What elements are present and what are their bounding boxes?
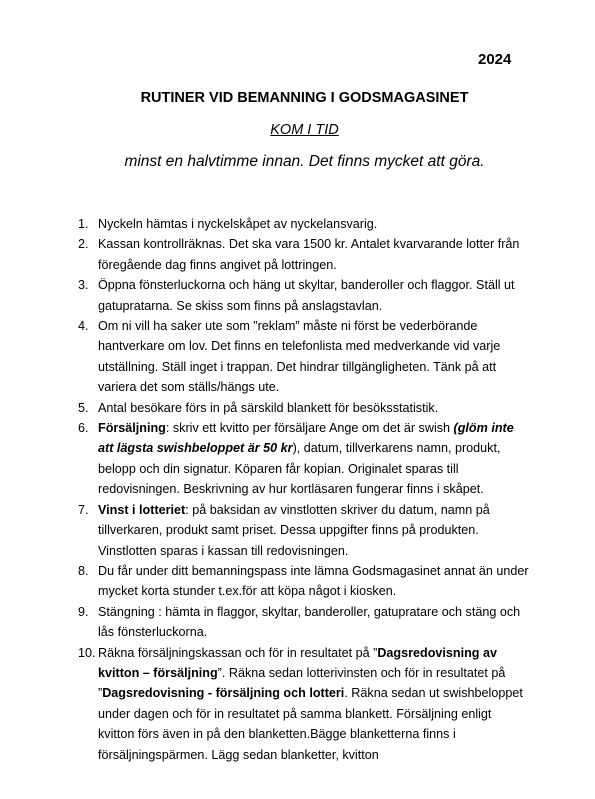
document-title: RUTINER VID BEMANNING I GODSMAGASINET	[140, 90, 469, 106]
rule-item-1	[78, 214, 530, 234]
rule-item-6	[78, 418, 530, 500]
document-tagline: minst en halvtimme innan. Det finns mycket att göra.	[124, 153, 485, 170]
rule-text: Om ni vill ha saker ute som ”reklam” måste ni först be vederbörande hantverkare om lov. Det finns en telefonlista med medverkande vid varje utställning. Ställ inget i trappan. Det hindrar tillgängligheten. Tänk på att variera det som ställs/hängs ute.	[98, 319, 501, 395]
rules-list	[78, 214, 530, 765]
rule-number: 9.	[78, 604, 89, 619]
rule-number: 4.	[78, 319, 89, 334]
rule-number: 10.	[78, 645, 96, 660]
rule-emphasis: (glöm inte att lägsta swishbeloppet är 50 kr	[98, 421, 514, 456]
rule-text: Stängning : hämta in flaggor, skyltar, banderoller, gatupratare och stäng och lås fönsterluckorna.	[98, 604, 521, 640]
rule-text: : på baksidan av vinstlotten skriver du datum, namn på tillverkaren, produkt samt priset. Dessa uppgifter finns på produkten. Vinstlotten sparas i kassan till redovisningen.	[98, 502, 490, 558]
form-name-kvitton: Dagsredovisning av kvitton – försäljning	[98, 645, 497, 680]
rule-item-10	[78, 643, 530, 765]
rule-text: Öppna fönsterluckorna och häng ut skyltar, banderoller och flaggor. Ställ ut gatupratarna. Se skiss som finns på anslagstavlan.	[98, 278, 515, 313]
document-subtitle: KOM I TID	[270, 122, 339, 138]
rule-text: Nyckeln hämtas i nyckelskåpet av nyckelansvarig.	[98, 217, 378, 231]
rule-number: 7.	[78, 502, 89, 517]
rule-number: 2.	[78, 237, 89, 252]
form-name-lotteri: Dagsredovisning - försäljning och lotteri	[102, 686, 345, 701]
rule-text: Du får under ditt bemanningspass inte lämna Godsmagasinet annat än under mycket korta stunder t.ex.för att köpa något i kiosken.	[98, 563, 529, 599]
rule-item-8	[78, 561, 530, 602]
rule-item-2	[78, 234, 530, 275]
rule-text: Kassan kontrollräknas. Det ska vara 1500 kr. Antalet kvarvarande lotter från föregående dag finns angivet på lottringen.	[98, 237, 520, 272]
rule-number: 8.	[78, 563, 89, 578]
rule-number: 3.	[78, 278, 89, 293]
rule-item-4	[78, 316, 530, 398]
rule-item-9	[78, 602, 530, 643]
rule-number: 1.	[78, 217, 89, 231]
rule-number: 6.	[78, 421, 89, 436]
document-year: 2024	[478, 51, 512, 68]
rule-text: Räkna försäljningskassan och för in resultatet på ”	[98, 645, 378, 660]
rule-heading-vinst: Vinst i lotteriet	[98, 502, 186, 517]
rule-item-7	[78, 500, 530, 561]
rule-heading-forsaljning: Försäljning	[98, 421, 166, 436]
rule-text: ”. Räkna sedan lotterivinsten och för in resultatet på ”	[98, 665, 506, 701]
rule-text: ), datum, tillverkarens namn, produkt, belopp och din signatur. Köparen får kopian. Originalet sparas till redovisningen. Beskrivning av hur kortläsaren fungerar finns i skåpet.	[98, 441, 501, 497]
rule-number: 5.	[78, 400, 89, 415]
rule-text: Antal besökare förs in på särskild blankett för besöksstatistik.	[98, 400, 439, 415]
rule-text: : skriv ett kvitto per försäljare Ange om det är swish	[165, 421, 454, 436]
rule-item-5	[78, 398, 530, 418]
rule-item-3	[78, 275, 530, 316]
rule-text: . Räkna sedan ut swishbeloppet under dagen och för in resultatet på samma blankett. Försäljning enligt kvitton förs även in på den blanketten.Bägge blanketterna finns i försäljningspärmen. Lägg sedan blanketter, kvitton	[98, 686, 523, 762]
